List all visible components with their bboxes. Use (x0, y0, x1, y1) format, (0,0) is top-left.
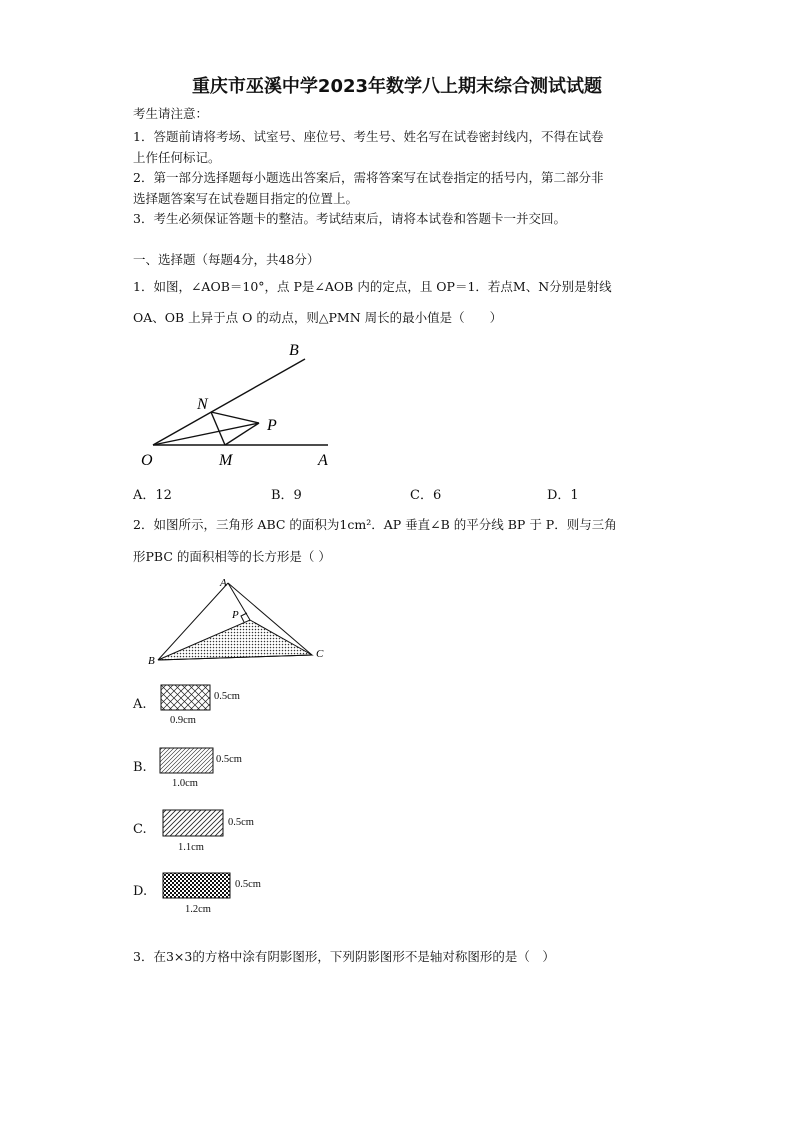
notice-line: 选择题答案写在试卷题目指定的位置上。 (133, 191, 359, 206)
option-b-height: 0.5cm (216, 754, 242, 765)
label-c: C (316, 648, 324, 660)
option-c-letter: C. (133, 822, 147, 837)
ray-ob (153, 359, 305, 445)
option-b-rectangle (159, 747, 215, 775)
notice-line: 2．第一部分选择题每小题选出答案后，需将答案写在试卷指定的括号内，第二部分非 (133, 170, 604, 185)
question-2-text: 形PBC 的面积相等的长方形是（ ） (133, 549, 331, 564)
label-b: B (289, 342, 299, 359)
notice-line: 1．答题前请将考场、试室号、座位号、考生号、姓名写在试卷密封线内，不得在试卷 (133, 129, 604, 144)
label-p: P (232, 609, 239, 621)
option-a: A．12 (133, 488, 172, 503)
notice-heading: 考生请注意： (133, 106, 209, 121)
option-b-width: 1.0cm (172, 778, 198, 789)
question-1-figure (135, 335, 355, 475)
notice-line: 上作任何标记。 (133, 150, 221, 165)
segment-np (211, 412, 259, 423)
question-1-text: OA、OB 上异于点 O 的动点，则△PMN 周长的最小值是（ ） (133, 310, 503, 325)
option-c-height: 0.5cm (228, 817, 254, 828)
segment-nm (211, 412, 225, 445)
option-c: C．6 (410, 488, 442, 503)
option-d: D．1 (547, 488, 579, 503)
question-1-text: 1．如图，∠AOB＝10°，点 P是∠AOB 内的定点，且 OP＝1．若点M、N分别是射线 (133, 279, 612, 294)
option-a-rectangle (160, 684, 212, 712)
page-title: 重庆市巫溪中学2023年数学八上期末综合测试试题 (191, 76, 603, 97)
label-a: A (220, 577, 227, 589)
option-a-width: 0.9cm (170, 715, 196, 726)
option-b: B．9 (271, 488, 302, 503)
question-2-figure (140, 574, 340, 670)
question-2-text: 2．如图所示，三角形 ABC 的面积为1cm²．AP 垂直∠B 的平分线 BP 于 P．则与三角 (133, 517, 617, 532)
label-p: P (267, 417, 277, 434)
option-d-letter: D. (133, 884, 148, 899)
option-d-height: 0.5cm (235, 879, 261, 890)
question-3-text: 3．在3×3的方格中涂有阴影图形，下列阴影图形不是轴对称图形的是（ ） (133, 949, 555, 964)
option-b-letter: B. (133, 760, 147, 775)
label-a: A (318, 452, 328, 469)
option-a-letter: A. (133, 697, 147, 712)
notice-line: 3．考生必须保证答题卡的整洁。考试结束后，请将本试卷和答题卡一并交回。 (133, 211, 566, 226)
option-c-width: 1.1cm (178, 842, 204, 853)
label-n: N (197, 396, 208, 413)
option-d-rectangle (162, 872, 232, 900)
section-heading: 一、选择题（每题4分，共48分） (133, 252, 320, 267)
label-m: M (219, 452, 233, 469)
option-a-height: 0.5cm (214, 691, 240, 702)
label-b: B (148, 655, 155, 667)
label-o: O (141, 452, 153, 469)
option-d-width: 1.2cm (185, 904, 211, 915)
option-c-rectangle (162, 809, 226, 839)
shaded-triangle-pbc (158, 620, 312, 660)
